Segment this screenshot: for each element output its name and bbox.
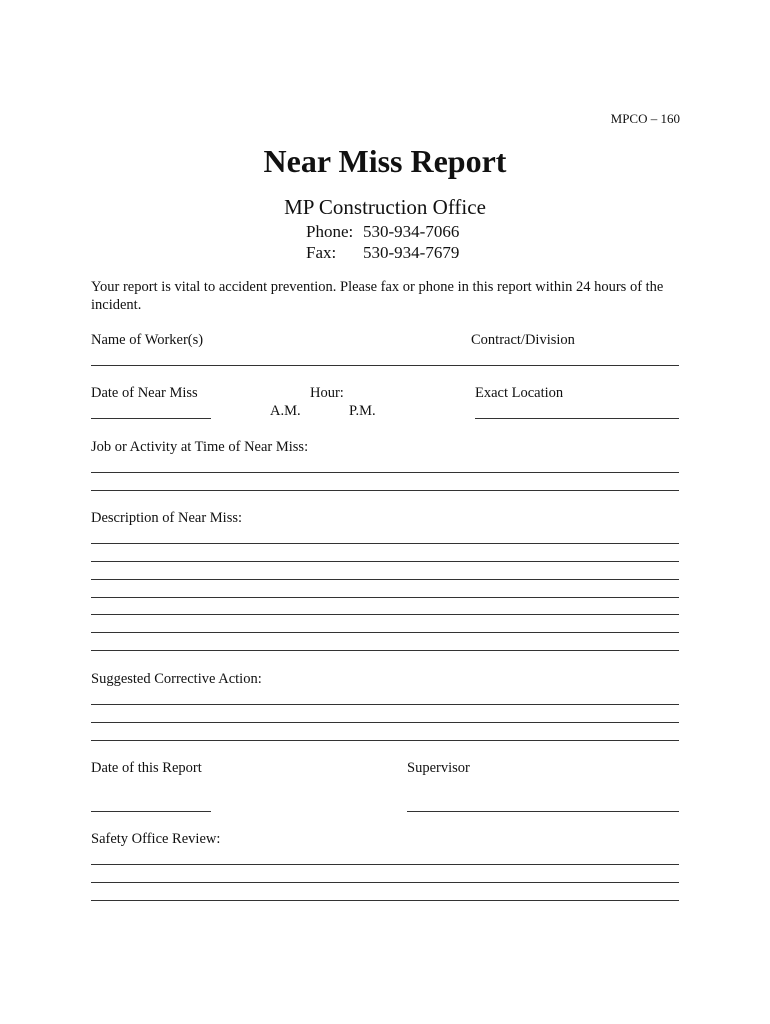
safety-review-line[interactable] xyxy=(91,882,679,883)
date-report-line[interactable] xyxy=(91,811,211,812)
description-label: Description of Near Miss: xyxy=(91,510,243,526)
description-line[interactable] xyxy=(91,650,679,651)
corrective-action-label: Suggested Corrective Action: xyxy=(91,671,262,687)
job-activity-line[interactable] xyxy=(91,490,679,491)
description-line[interactable] xyxy=(91,561,679,562)
exact-location-line[interactable] xyxy=(475,418,679,419)
description-line[interactable] xyxy=(91,632,679,633)
date-near-miss-label: Date of Near Miss xyxy=(91,385,198,401)
workers-label: Name of Worker(s) xyxy=(91,332,204,348)
office-name: MP Construction Office xyxy=(284,195,486,219)
page-title: Near Miss Report xyxy=(263,143,507,179)
supervisor-label: Supervisor xyxy=(407,760,470,776)
description-line[interactable] xyxy=(91,614,679,615)
fax-label: Fax: xyxy=(306,243,337,262)
safety-review-line[interactable] xyxy=(91,864,679,865)
exact-location-label: Exact Location xyxy=(475,385,564,401)
phone-label: Phone: xyxy=(306,222,354,241)
description-line[interactable] xyxy=(91,597,679,598)
description-line[interactable] xyxy=(91,543,679,544)
corrective-action-line[interactable] xyxy=(91,722,679,723)
description-line[interactable] xyxy=(91,579,679,580)
date-near-miss-line[interactable] xyxy=(91,418,211,419)
job-activity-label: Job or Activity at Time of Near Miss: xyxy=(91,439,309,455)
intro-text: Your report is vital to accident prevention. Please fax or phone in this report within 24 hours of the incident. xyxy=(91,279,664,313)
form-code: MPCO – 160 xyxy=(610,111,680,126)
corrective-action-line[interactable] xyxy=(91,704,679,705)
safety-review-line[interactable] xyxy=(91,900,679,901)
hour-label: Hour: xyxy=(310,385,344,401)
safety-review-label: Safety Office Review: xyxy=(91,831,221,847)
job-activity-line[interactable] xyxy=(91,472,679,473)
supervisor-line[interactable] xyxy=(407,811,679,812)
fax-row xyxy=(306,243,459,263)
am-label[interactable]: A.M. xyxy=(270,403,301,419)
pm-label[interactable]: P.M. xyxy=(349,403,376,419)
fax-number: 530-934-7679 xyxy=(363,243,460,262)
phone-row xyxy=(306,222,459,242)
workers-line[interactable] xyxy=(91,365,679,366)
phone-number: 530-934-7066 xyxy=(363,222,460,241)
contract-label: Contract/Division xyxy=(471,332,575,348)
date-report-label: Date of this Report xyxy=(91,760,202,776)
corrective-action-line[interactable] xyxy=(91,740,679,741)
